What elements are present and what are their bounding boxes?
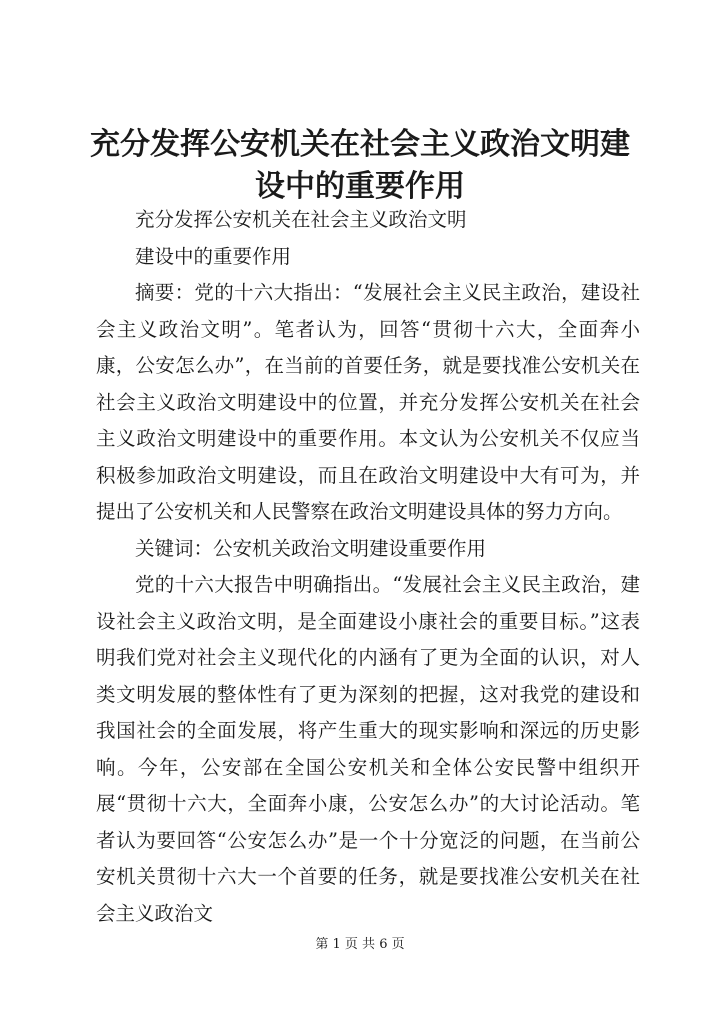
- subtitle-line-2: 建设中的重要作用: [135, 244, 292, 268]
- page-number-footer: 第 1 页 共 6 页: [315, 937, 405, 952]
- document-title: 充分发挥公安机关在社会主义政治文明建设中的重要作用: [90, 127, 630, 204]
- document-body: [96, 202, 640, 932]
- subtitle-line-1: 充分发挥公安机关在社会主义政治文明: [135, 208, 467, 231]
- abstract-paragraph: 摘要：党的十六大指出：“发展社会主义民主政治，建设社会主义政治文明”。笔者认为，回答“贯彻十六大，全面奔小康，公安怎么办”，在当前的首要任务，就是要找准公安机关在社会主义政治文明建设中的位置，并充分发挥公安机关在社会主义政治文明建设中的重要作用。本文认为公安机关不仅应当积极参加政治文明建设，而且在政治文明建设中大有可为，并提出了公安机关和人民警察在政治文明建设具体的努力方向。: [96, 281, 640, 523]
- keywords-paragraph: 关键词：公安机关政治文明建设重要作用: [135, 536, 487, 560]
- body-paragraph: 党的十六大报告中明确指出。“发展社会主义民主政治，建设社会主义政治文明，是全面建设小康社会的重要目标。”这表明我们党对社会主义现代化的内涵有了更为全面的认识，对人类文明发展的整体性有了更为深刻的把握，这对我党的建设和我国社会的全面发展，将产生重大的现实影响和深远的历史影响。今年，公安部在全国公安机关和全体公安民警中组织开展“贯彻十六大，全面奔小康，公安怎么办”的大讨论活动。笔者认为要回答“公安怎么办”是一个十分宽泛的问题，在当前公安机关贯彻十六大一个首要的任务，就是要找准公安机关在社会主义政治文: [96, 573, 640, 925]
